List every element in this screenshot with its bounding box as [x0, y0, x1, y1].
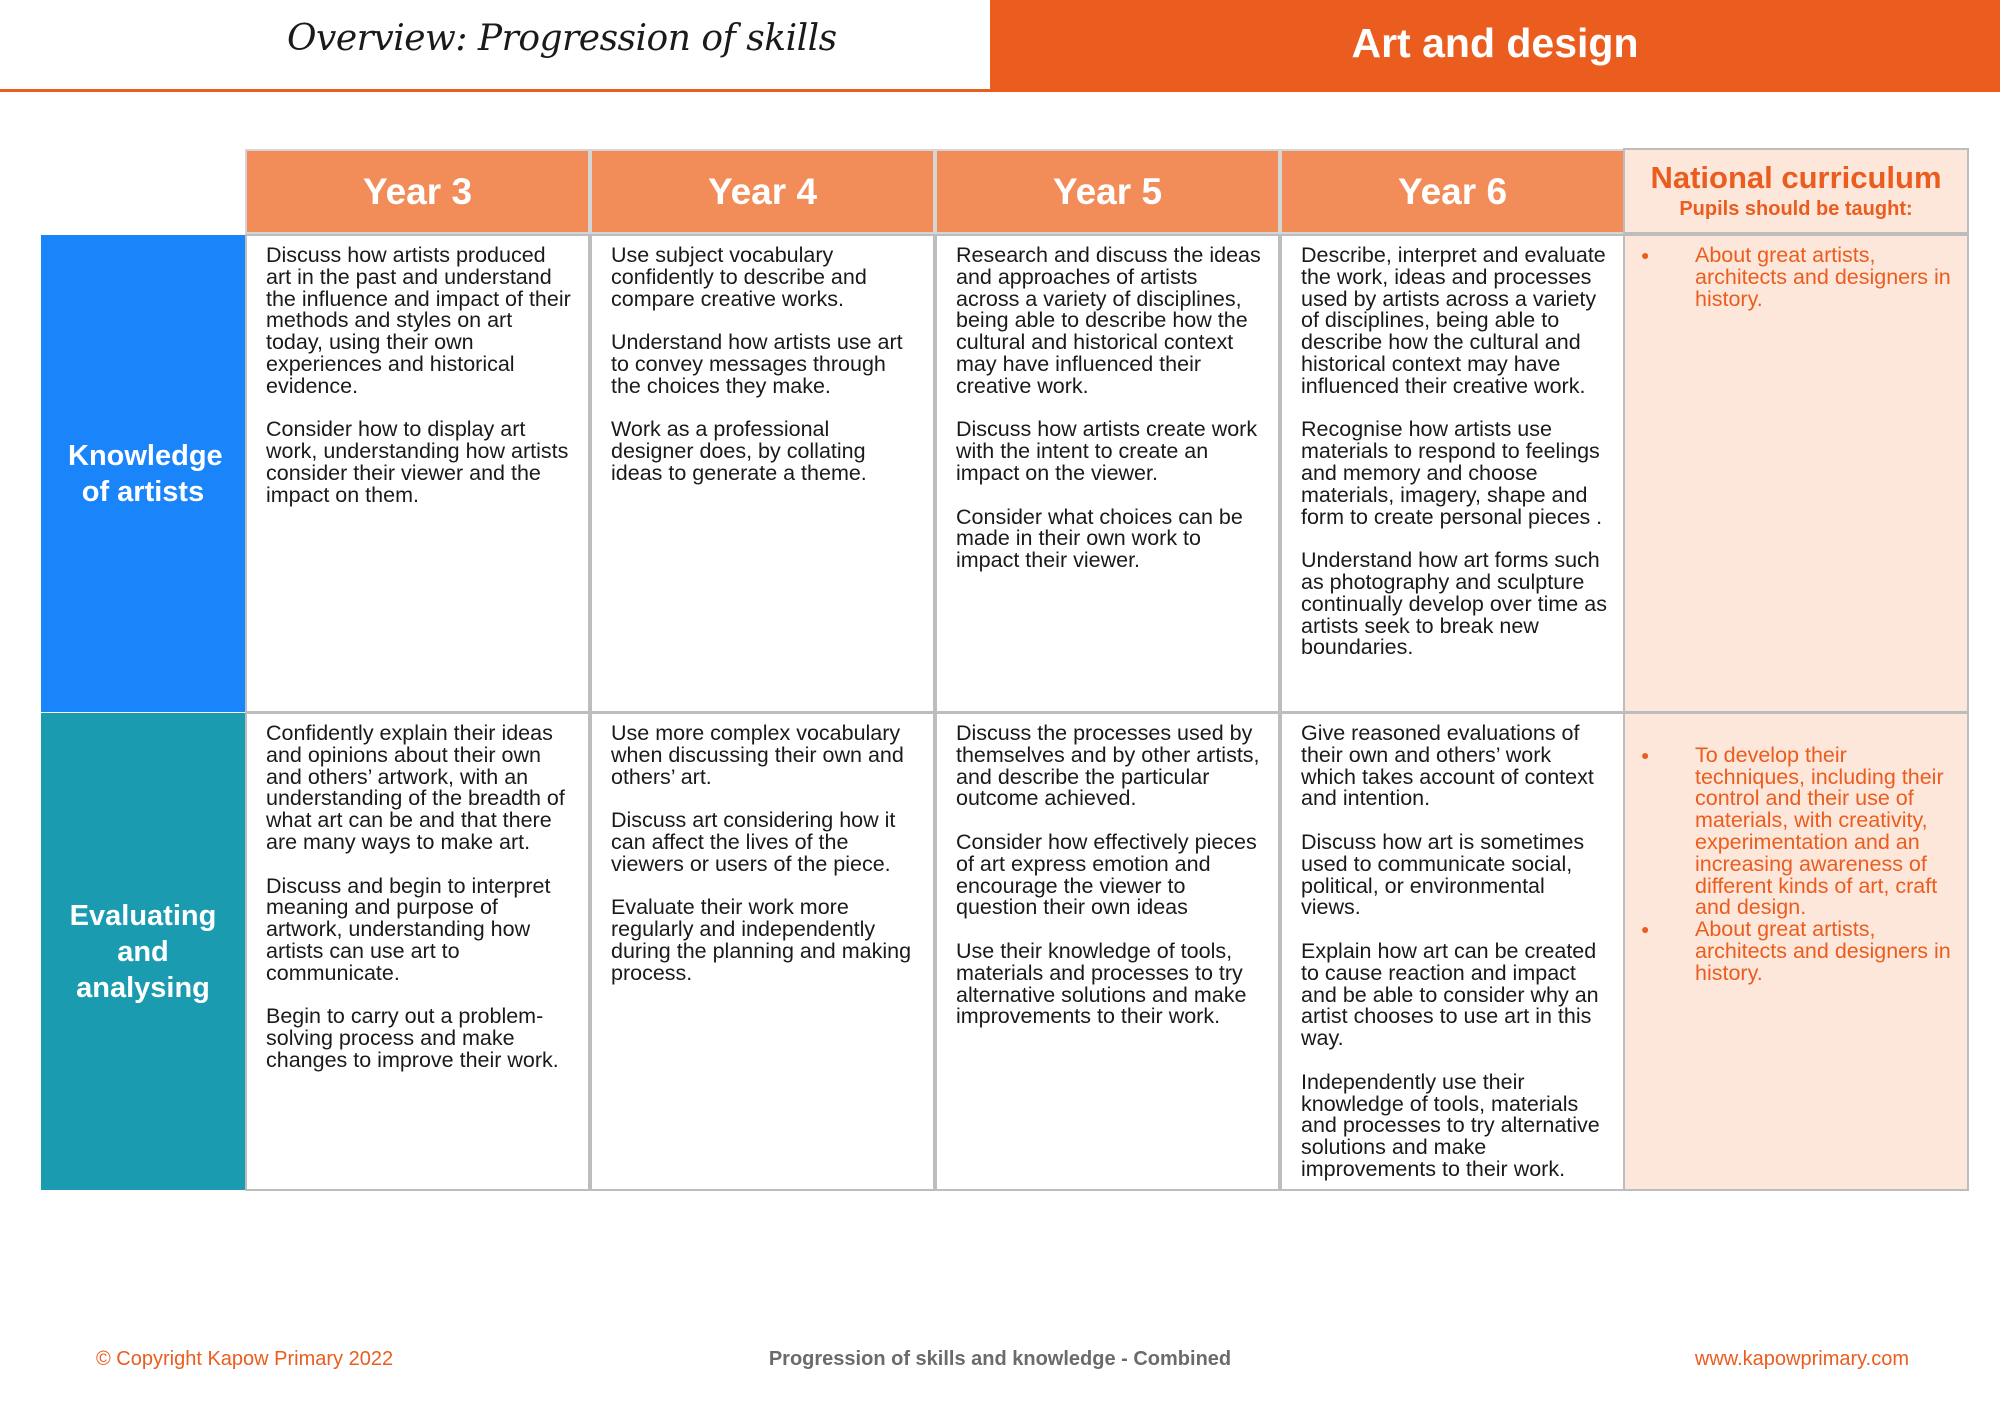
- skill-text: Discuss how artists create work with the intent to create an impact on the viewer.: [956, 417, 1258, 485]
- cell-knowledge-year-4: [590, 234, 935, 713]
- skill-text: Describe, interpret and evaluate the work, ideas and processes used by artists across a variety of disciplines, being able to describe how the cultural and historical context may have influenced their creative work.: [1301, 243, 1606, 398]
- skill-text: Discuss the processes used by themselves and by other artists, and describe the particular outcome achieved.: [956, 721, 1260, 811]
- cell-knowledge-national-curriculum: [1623, 234, 1969, 713]
- column-header-year-4: Year 4: [590, 149, 935, 234]
- column-header-national-curriculum: [1623, 148, 1969, 234]
- skill-text: Research and discuss the ideas and approaches of artists across a variety of disciplines, being able to describe how the cultural and historical context may have influenced their creative work.: [956, 243, 1261, 398]
- skill-text: Evaluate their work more regularly and independently during the planning and making process.: [611, 895, 912, 985]
- skill-text: Give reasoned evaluations of their own and others’ work which takes account of context and intention.: [1301, 721, 1594, 811]
- row-header-knowledge-of-artists: [41, 235, 245, 712]
- column-header-year-5: Year 5: [935, 149, 1280, 234]
- column-header-year-3: Year 3: [245, 149, 590, 234]
- cell-knowledge-year-3: [245, 234, 590, 713]
- cell-evaluating-national-curriculum: [1623, 712, 1969, 1191]
- page-title: Overview: Progression of skills: [287, 18, 837, 59]
- header-title-bar: [0, 0, 990, 92]
- nc-list: [1641, 742, 1951, 985]
- skill-text: Recognise how artists use materials to respond to feelings and memory and choose materials, imagery, shape and form to create personal pieces .: [1301, 417, 1603, 529]
- skill-text: Use their knowledge of tools, materials and processes to try alternative solutions and make improvements to their work.: [956, 938, 1247, 1029]
- cell-evaluating-year-3: [245, 712, 590, 1191]
- skill-text: Discuss how art is sometimes used to communicate social, political, or environmental views.: [1301, 829, 1585, 920]
- nc-bullet: ● About great artists, architects and designers in history.: [1641, 245, 1951, 310]
- header-subject-bar: [990, 0, 2000, 92]
- row-header-evaluating-and-analysing: [41, 713, 245, 1190]
- subject-title: Art and design: [1351, 20, 1639, 66]
- nc-title: National curriculum: [1650, 160, 1942, 195]
- skill-text: Explain how art can be created to cause reaction and impact and be able to consider why an artist chooses to use art in this way.: [1301, 938, 1599, 1051]
- footer-document-name: Progression of skills and knowledge - Combined: [768, 1348, 1232, 1370]
- skill-text: Discuss and begin to interpret meaning and purpose of artwork, understanding how artists can use art to communicate.: [266, 873, 551, 985]
- skill-text: Use more complex vocabulary when discussing their own and others’ art.: [611, 721, 904, 789]
- skill-text: Consider what choices can be made in their own work to impact their viewer.: [956, 504, 1243, 573]
- cell-evaluating-year-4: [590, 712, 935, 1191]
- skill-text: Begin to carry out a problem-solving process and make changes to improve their work.: [266, 1004, 559, 1072]
- skill-text: Consider how to display art work, understanding how artists consider their viewer and the impact on them.: [266, 417, 569, 507]
- skill-text: Discuss how artists produced art in the past and understand the influence and impact of their methods and styles on art today, using their own experiences and historical evidence.: [266, 243, 571, 398]
- footer-website-link[interactable]: www.kapowprimary.com: [1694, 1348, 1909, 1370]
- skill-text: Consider how effectively pieces of art express emotion and encourage the viewer to question their own ideas: [956, 829, 1257, 920]
- nc-bullet: ● To develop their techniques, including their control and their use of materials, with creativity, experimentation and an increasing awareness of different kinds of art, craft and design.: [1641, 745, 1951, 919]
- row-header-label: Knowledge of artists: [68, 439, 223, 508]
- skill-text: Discuss art considering how it can affect the lives of the viewers or users of the piece.: [611, 808, 896, 876]
- cell-knowledge-year-5: [935, 234, 1280, 713]
- cell-evaluating-year-6: [1280, 712, 1625, 1191]
- nc-bullet: ● About great artists, architects and designers in history.: [1641, 919, 1951, 984]
- skill-text: Confidently explain their ideas and opinions about their own and others’ artwork, with an understanding of the breadth of what art can be and that there are many ways to make art.: [266, 721, 565, 854]
- row-header-label: Evaluating and analysing: [69, 899, 217, 1004]
- cell-evaluating-year-5: [935, 712, 1280, 1191]
- skill-text: Independently use their knowledge of tools, materials and processes to try alternative solutions and make improvements to their work.: [1301, 1069, 1600, 1181]
- skill-text: Understand how artists use art to convey messages through the choices they make.: [611, 330, 903, 398]
- nc-list: [1641, 245, 1951, 310]
- footer-copyright: © Copyright Kapow Primary 2022: [96, 1348, 394, 1370]
- skill-text: Work as a professional designer does, by collating ideas to generate a theme.: [611, 417, 867, 485]
- skill-text: Understand how art forms such as photography and sculpture continually develop over time as artists seek to break new boundaries.: [1301, 548, 1607, 660]
- skill-text: Use subject vocabulary confidently to describe and compare creative works.: [611, 243, 867, 311]
- cell-knowledge-year-6: [1280, 234, 1625, 713]
- nc-subtitle: Pupils should be taught:: [1679, 198, 1913, 220]
- column-header-year-6: Year 6: [1280, 149, 1625, 234]
